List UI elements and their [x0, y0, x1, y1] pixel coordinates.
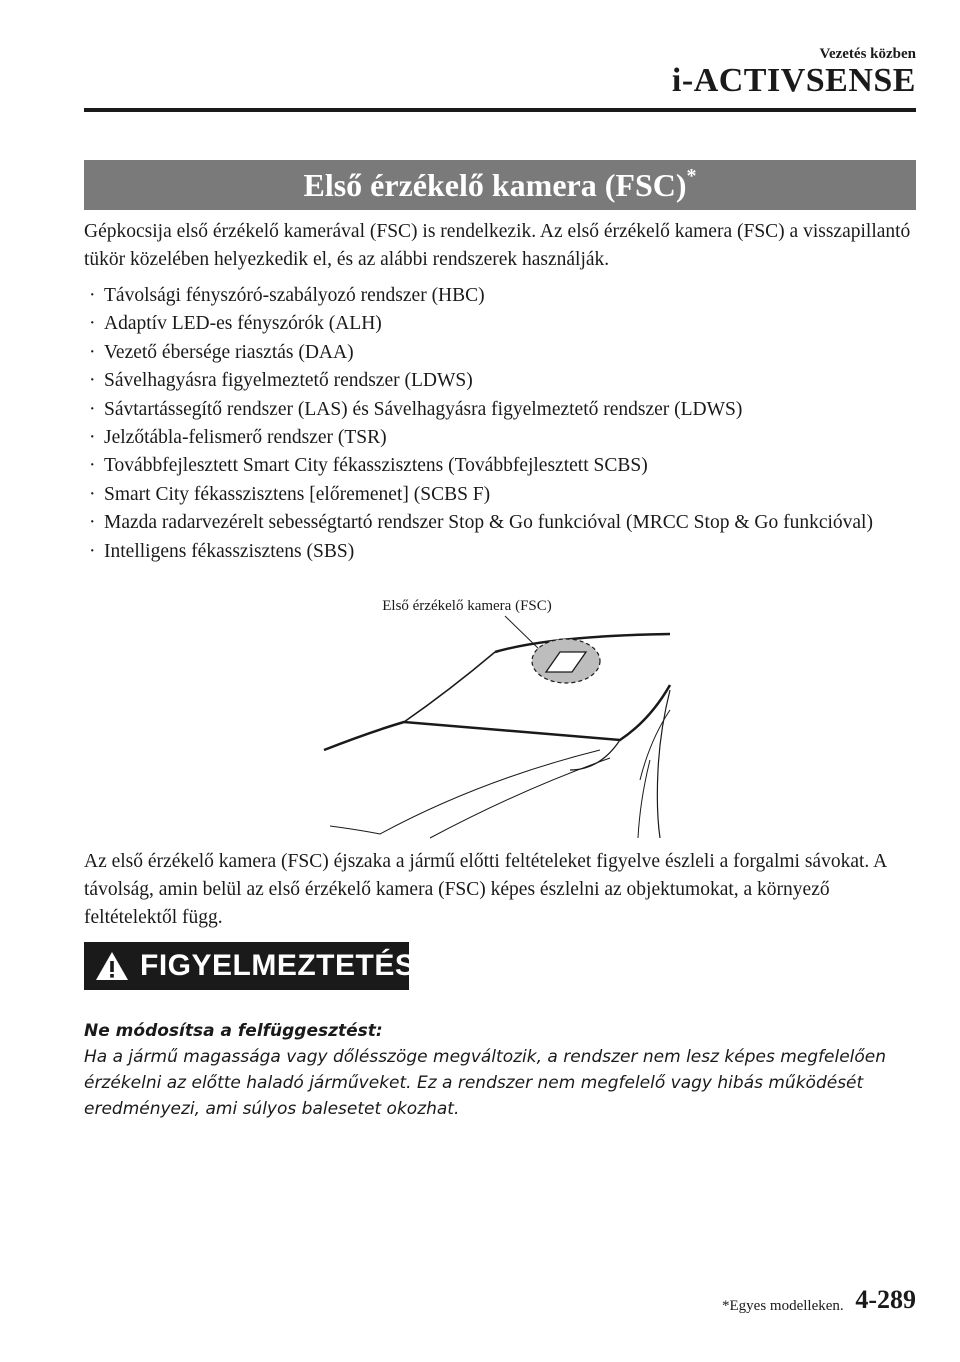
description-paragraph: Az első érzékelő kamera (FSC) éjszaka a jármű előtti feltételeket figyelve észleli a forgalmi sávokat. A távolság, amin belül az első érzékelő kamera (FSC) képes észlelni az objektumokat, a környező feltételektől függ. [84, 851, 887, 928]
wiper-line [330, 826, 380, 834]
bullet: · [89, 313, 96, 335]
list-item [84, 282, 924, 310]
list-item-text: Továbbfejlesztett Smart City fékasszisztens (Továbbfejlesztett SCBS) [104, 455, 648, 477]
list-item [84, 310, 924, 338]
page-title-text: Első érzékelő kamera (FSC) [303, 167, 687, 203]
fender-line [570, 740, 620, 770]
warning-label: FIGYELMEZTETÉS [140, 949, 416, 982]
list-item-text: Jelzőtábla-felismerő rendszer (TSR) [104, 427, 387, 449]
section-header: Vezetés közben [819, 46, 916, 62]
list-item-text: Intelligens fékasszisztens (SBS) [104, 540, 355, 562]
list-item-text: Adaptív LED-es fényszórók (ALH) [104, 313, 382, 335]
warning-title: Ne módosítsa a felfüggesztést: [84, 1021, 383, 1041]
bullet: · [89, 483, 96, 505]
systems-list [84, 282, 924, 566]
list-item-text: Sávelhagyásra figyelmeztető rendszer (LDWS) [104, 370, 473, 392]
list-item-text: Vezető ébersége riasztás (DAA) [104, 341, 354, 363]
list-item-text: Sávtartássegítő rendszer (LAS) és Sávelhagyásra figyelmeztető rendszer (LDWS) [104, 398, 743, 420]
list-item [84, 367, 924, 395]
bullet: · [89, 398, 96, 420]
camera-location-diagram [320, 590, 680, 840]
footnote: *Egyes modelleken. [722, 1298, 844, 1314]
intro-paragraph: Gépkocsija első érzékelő kamerával (FSC) is rendelkezik. Az első érzékelő kamera (FSC) a visszapillantó tükör közelében helyezkedik el, és az alábbi rendszerek használják. [84, 221, 911, 270]
list-item-text: Mazda radarvezérelt sebességtartó rendszer Stop & Go funkcióval (MRCC Stop & Go funkcióval) [104, 512, 873, 534]
chapter-header: i-ACTIVSENSE [671, 62, 916, 99]
title-footnote-mark: * [686, 165, 697, 187]
hood-contour-line [380, 750, 600, 834]
hood-contour-line [430, 758, 610, 838]
bullet: · [89, 455, 96, 477]
list-item-text: Smart City fékasszisztens [előremenet] (SCBS F) [104, 483, 491, 505]
list-item [84, 424, 924, 452]
bullet: · [89, 285, 96, 306]
warning-banner [84, 942, 416, 990]
list-item [84, 452, 924, 480]
bullet: · [89, 512, 96, 534]
page-title [84, 160, 916, 210]
warning-body: Ha a jármű magassága vagy dőlésszöge megváltozik, a rendszer nem lesz képes megfelelően érzékelni az előtte haladó járműveket. Ez a rendszer nem megfelelő vagy hibás működését eredményezi, ami súlyos balesetet okozhat. [84, 1047, 887, 1119]
page-number: 4-289 [855, 1285, 916, 1314]
bullet: · [89, 540, 96, 562]
list-item [84, 481, 924, 509]
bullet: · [89, 370, 96, 392]
warning-triangle-icon [94, 950, 130, 982]
bullet: · [89, 341, 96, 363]
list-item [84, 509, 924, 537]
list-item [84, 538, 924, 566]
a-pillar-line [404, 652, 495, 722]
hood-edge [324, 685, 670, 750]
body-lower-line [638, 760, 650, 838]
camera-callout-label: Első érzékelő kamera (FSC) [382, 598, 552, 614]
list-item [84, 339, 924, 367]
list-item-text: Távolsági fényszóró-szabályozó rendszer (HBC) [104, 285, 485, 306]
header-divider [84, 108, 916, 112]
bullet: · [89, 427, 96, 449]
list-item [84, 396, 924, 424]
